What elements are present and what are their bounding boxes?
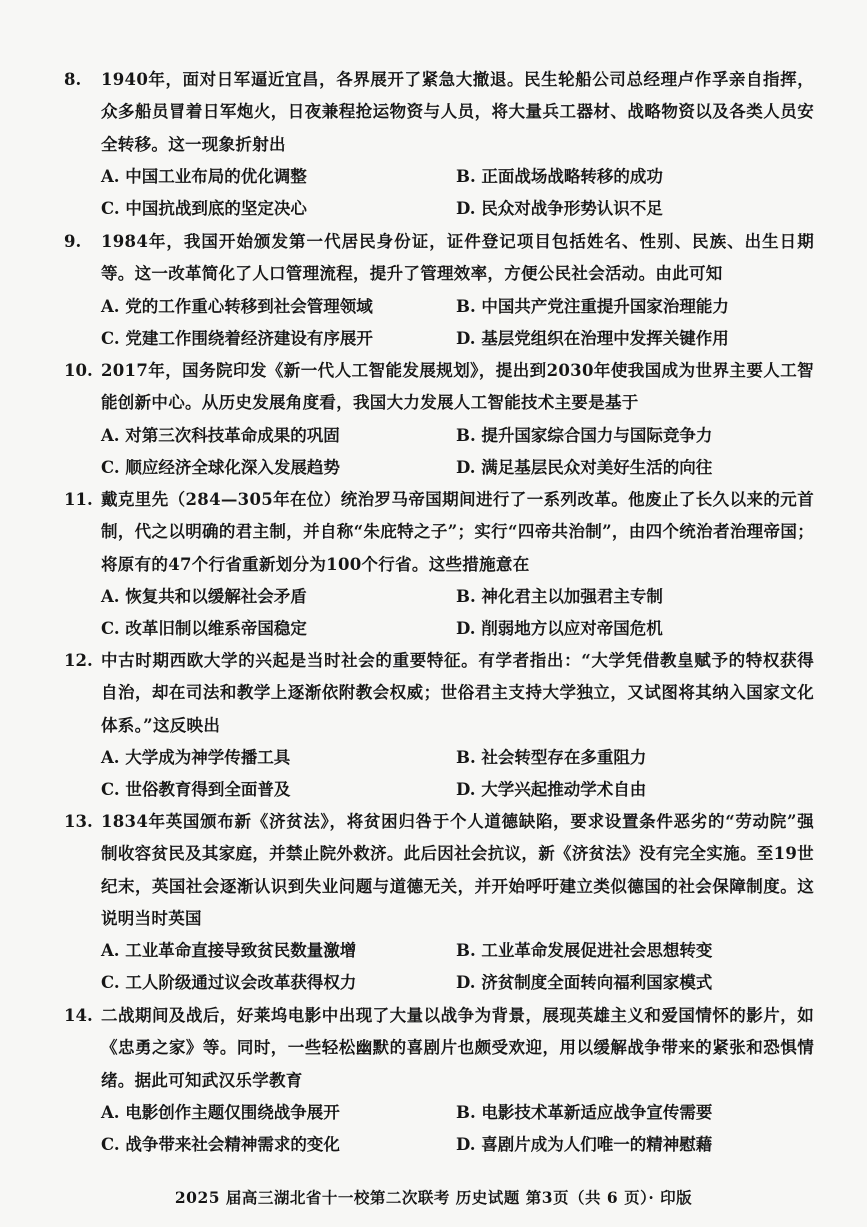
options-group [101, 742, 814, 806]
options-group [101, 161, 814, 225]
option-d: D. 济贫制度全面转向福利国家模式 [456, 973, 713, 993]
question-number: 12. [64, 651, 93, 670]
options-group [101, 935, 814, 999]
option-a: A. 电影创作主题仅围绕战争展开 [101, 1102, 340, 1122]
question-10 [64, 355, 814, 484]
question-stem: 2017年，国务院印发《新一代人工智能发展规划》，提出到2030年使我国成为世界主要人工智能创新中心。从历史发展角度看，我国大力发展人工智能技术主要是基于 [101, 361, 814, 413]
question-12 [64, 645, 814, 806]
option-d: D. 削弱地方以应对帝国危机 [456, 618, 663, 638]
question-9 [64, 226, 814, 355]
option-c: C. 工人阶级通过议会改革获得权力 [101, 973, 357, 993]
question-stem: 二战期间及战后，好莱坞电影中出现了大量以战争为背景，展现英雄主义和爱国情怀的影片，如《忠勇之家》等。同时，一些轻松幽默的喜剧片也颇受欢迎，用以缓解战争带来的紧张和恐惧情绪。据此可知武汉乐学教育 [101, 1006, 814, 1090]
option-b: B. 工业革命发展促进社会思想转变 [456, 941, 713, 961]
question-stem: 1984年，我国开始颁发第一代居民身份证，证件登记项目包括姓名、性别、民族、出生日期等。这一改革简化了人口管理流程，提升了管理效率，方便公民社会活动。由此可知 [101, 232, 814, 284]
option-b: B. 神化君主以加强君主专制 [456, 586, 663, 606]
question-number: 8. [64, 70, 82, 89]
page-footer: 2025 届高三湖北省十一校第二次联考 历史试题 第3页（共 6 页）· 印版 [174, 1188, 693, 1207]
options-group [101, 420, 814, 484]
question-number: 10. [64, 361, 93, 380]
option-b: B. 正面战场战略转移的成功 [456, 166, 663, 186]
options-group [101, 581, 814, 645]
option-b: B. 社会转型存在多重阻力 [456, 747, 647, 767]
option-a: A. 大学成为神学传播工具 [101, 747, 291, 767]
option-b: B. 电影技术革新适应战争宣传需要 [456, 1102, 713, 1122]
question-8 [64, 64, 814, 225]
question-11 [64, 484, 814, 645]
question-stem: 中古时期西欧大学的兴起是当时社会的重要特征。有学者指出：“大学凭借教皇赋予的特权获得自治，却在司法和教学上逐渐依附教会权威；世俗君主支持大学独立，又试图将其纳入国家文化体系。”这反映出 [101, 651, 814, 735]
option-c: C. 顺应经济全球化深入发展趋势 [101, 457, 340, 477]
option-a: A. 党的工作重心转移到社会管理领域 [101, 296, 373, 316]
option-d: D. 大学兴起推动学术自由 [456, 779, 647, 799]
question-13 [64, 806, 814, 999]
question-number: 11. [64, 490, 93, 509]
question-14 [64, 1000, 814, 1161]
option-a: A. 工业革命直接导致贫民数量激增 [101, 941, 357, 961]
option-c: C. 战争带来社会精神需求的变化 [101, 1134, 340, 1154]
question-number: 14. [64, 1006, 93, 1025]
option-c: C. 党建工作围绕着经济建设有序展开 [101, 328, 373, 348]
option-d: D. 民众对战争形势认识不足 [456, 198, 663, 218]
question-number: 13. [64, 812, 93, 831]
options-group [101, 1097, 814, 1161]
option-d: D. 喜剧片成为人们唯一的精神慰藉 [456, 1134, 713, 1154]
option-c: C. 中国抗战到底的坚定决心 [101, 198, 307, 218]
question-stem: 1940年，面对日军逼近宜昌，各界展开了紧急大撤退。民生轮船公司总经理卢作孚亲自指挥，众多船员冒着日军炮火，日夜兼程抢运物资与人员，将大量兵工器材、战略物资以及各类人员安全转移。这一现象折射出 [101, 70, 814, 154]
question-number: 9. [64, 232, 82, 251]
option-b: B. 中国共产党注重提升国家治理能力 [456, 296, 729, 316]
option-a: A. 恢复共和以缓解社会矛盾 [101, 586, 307, 606]
option-b: B. 提升国家综合国力与国际竞争力 [456, 425, 713, 445]
option-a: A. 对第三次科技革命成果的巩固 [101, 425, 340, 445]
options-group [101, 291, 814, 355]
question-stem: 戴克里先（284—305年在位）统治罗马帝国期间进行了一系列改革。他废止了长久以来的元首制，代之以明确的君主制，并自称“朱庇特之子”；实行“四帝共治制”，由四个统治者治理帝国；将原有的47个行省重新划分为100个行省。这些措施意在 [101, 490, 814, 574]
question-stem: 1834年英国颁布新《济贫法》，将贫困归咎于个人道德缺陷，要求设置条件恶劣的“劳动院”强制收容贫民及其家庭，并禁止院外救济。此后因社会抗议，新《济贫法》没有完全实施。至19世纪末，英国社会逐渐认识到失业问题与道德无关，并开始呼吁建立类似德国的社会保障制度。这说明当时英国 [101, 812, 814, 928]
option-d: D. 满足基层民众对美好生活的向往 [456, 457, 713, 477]
option-d: D. 基层党组织在治理中发挥关键作用 [456, 328, 729, 348]
option-c: C. 世俗教育得到全面普及 [101, 779, 291, 799]
option-a: A. 中国工业布局的优化调整 [101, 166, 307, 186]
option-c: C. 改革旧制以维系帝国稳定 [101, 618, 307, 638]
